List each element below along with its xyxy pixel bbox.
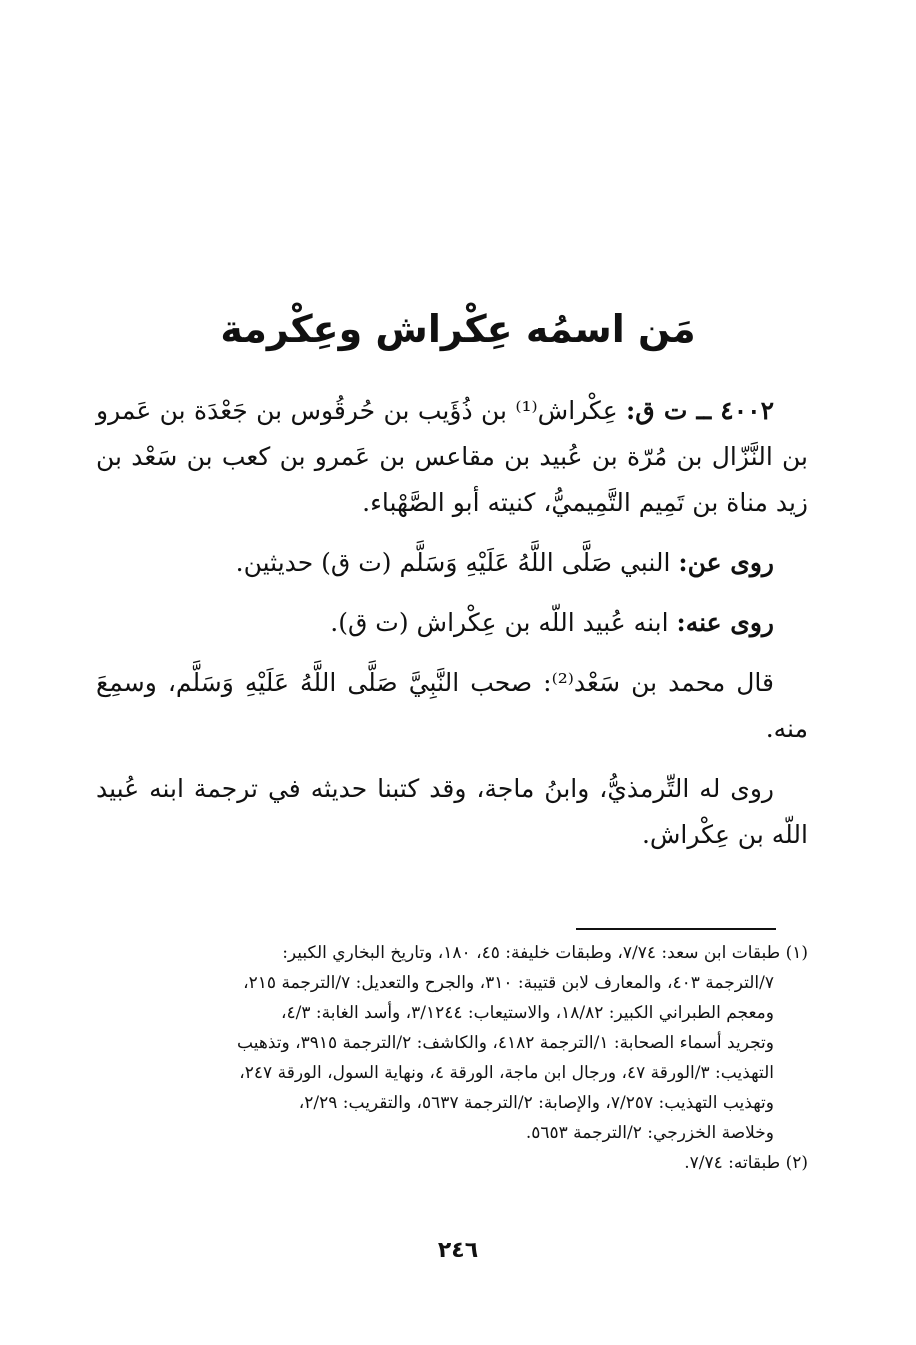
narrated-from-label: روى عن: [678, 548, 774, 577]
footnote-2: (٢) طبقاته: ٧/٧٤. [684, 1153, 808, 1173]
entry-lineage: عِكْراش⁽¹⁾ بن ذُؤَيب بن حُرقُوس بن جَعْدَة بن عَمرو بن النَّزّال بن مُرّة بن عُبيد بن مقاعس بن عَمرو بن كعب بن سَعْد بن زيد مناة بن تَمِيم التَّمِيميُّ، كنيته أبو الصَّهْباء. [96, 396, 808, 517]
footnote-divider [576, 928, 776, 930]
entry-heading-paragraph [96, 388, 808, 526]
narrated-from-paragraph [96, 540, 808, 586]
narrated-by-text: ابنه عُبيد اللّه بن عِكْراش (ت ق). [330, 608, 669, 637]
ibn-saad-quote: قال محمد بن سَعْد⁽²⁾: صحب النَّبِيَّ صَلَّى اللَّهُ عَلَيْهِ وَسَلَّم، وسمِعَ منه. [96, 668, 808, 743]
footnote-1-line: ومعجم الطبراني الكبير: ١٨/٨٢، والاستيعاب: ٣/١٢٤٤، وأسد الغابة: ٤/٣، [280, 1003, 774, 1023]
footnote-1-line: وتهذيب التهذيب: ٧/٢٥٧، والإصابة: ٢/الترجمة ٥٦٣٧، والتقريب: ٢/٢٩، [298, 1093, 774, 1113]
transmitters-paragraph: روى له التِّرمذيُّ، وابنُ ماجة، وقد كتبنا حديثه في ترجمة ابنه عُبيد اللّه بن عِكْراش. [96, 774, 808, 849]
section-title: مَن اسمُه عِكْراش وعِكْرمة [220, 307, 696, 352]
footnote-1-first-line: (١) طبقات ابن سعد: ٧/٧٤، وطبقات خليفة: ٤٥، ١٨٠، وتاريخ البخاري الكبير: [282, 943, 808, 963]
footnote-1-line: ٧/الترجمة ٤٠٣، والمعارف لابن قتيبة: ٣١٠، والجرح والتعديل: ٧/الترجمة ٢١٥، [243, 973, 774, 993]
narrated-by-paragraph [96, 600, 808, 646]
footnote-1-line: وخلاصة الخزرجي: ٢/الترجمة ٥٦٥٣. [525, 1123, 774, 1143]
footnote-1-line: وتجريد أسماء الصحابة: ١/الترجمة ٤١٨٢، والكاشف: ٢/الترجمة ٣٩١٥، وتذهيب [237, 1033, 774, 1053]
biography-entry [96, 388, 808, 872]
narrated-from-text: النبي صَلَّى اللَّهُ عَلَيْهِ وَسَلَّم (ت ق) حديثين. [235, 548, 671, 577]
narrated-by-label: روى عنه: [676, 608, 774, 637]
page-number: ٢٤٦ [437, 1238, 479, 1263]
entry-number: ٤٠٠٢ ــ ت ق: [626, 396, 774, 425]
footnote-1-line: التهذيب: ٣/الورقة ٤٧، ورجال ابن ماجة، الورقة ٤، ونهاية السول، الورقة ٢٤٧، [239, 1063, 774, 1083]
footnotes [96, 938, 808, 1178]
